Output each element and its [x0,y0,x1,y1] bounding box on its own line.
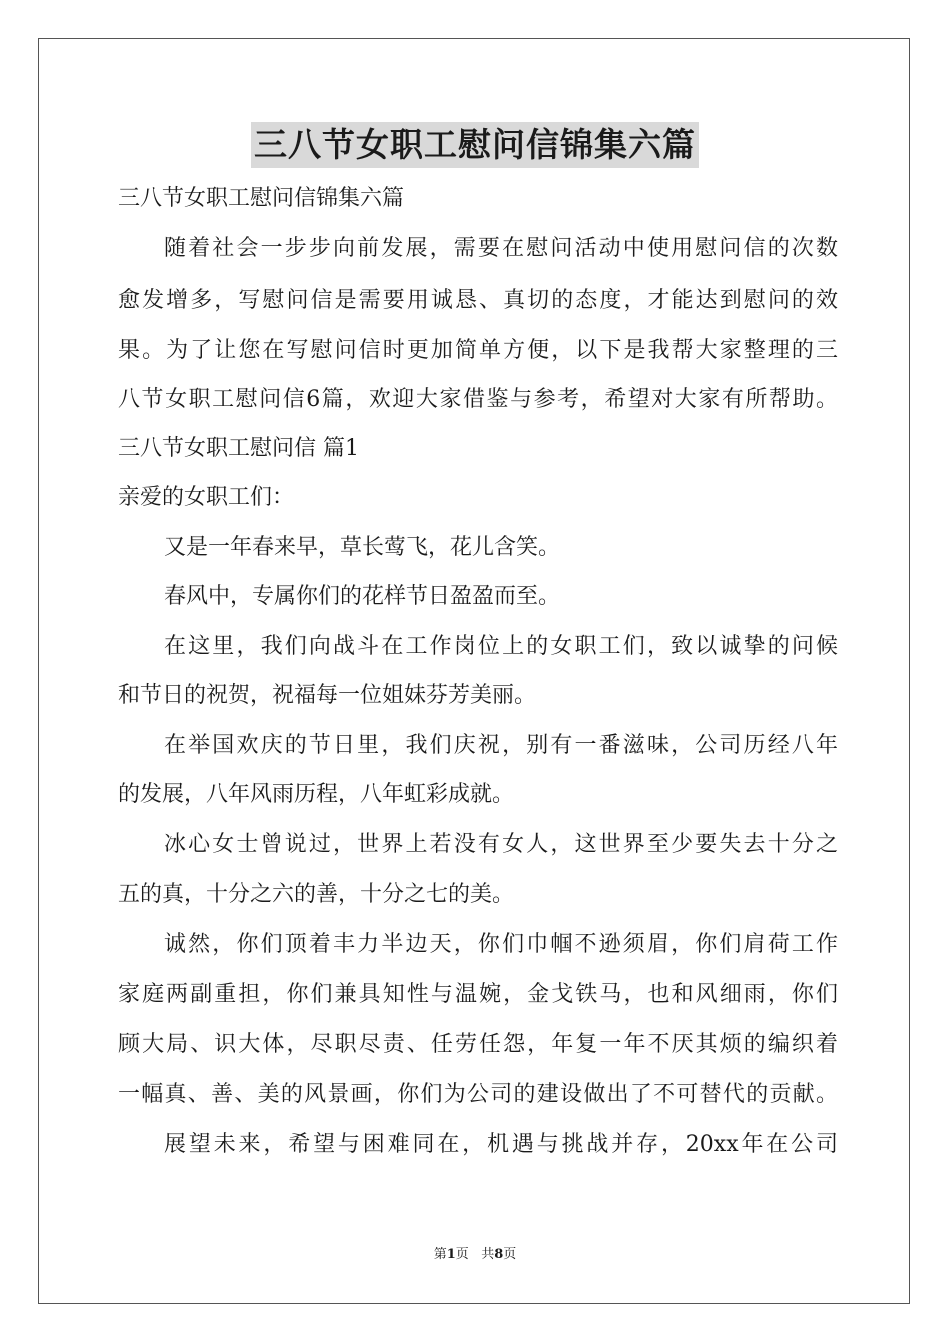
page-prefix: 第 [433,1247,447,1262]
paragraph-line: 五的真，十分之六的善，十分之七的美。 [118,882,515,907]
total-suffix: 页 [503,1247,517,1262]
paragraph-line: 在这里，我们向战斗在工作岗位上的女职工们，致以诚挚的问候 [164,634,838,659]
paragraph-line: 一幅真、善、美的风景画，你们为公司的建设做出了不可替代的贡献。 [118,1082,838,1107]
paragraph-line: 冰心女士曾说过，世界上若没有女人，这世界至少要失去十分之 [164,832,838,857]
paragraph-line: 在举国欢庆的节日里，我们庆祝，别有一番滋味，公司历经八年 [164,733,838,758]
paragraph-line: 家庭两副重担，你们兼具知性与温婉，金戈铁马，也和风细雨，你们 [118,982,838,1007]
subtitle-line: 三八节女职工慰问信锦集六篇 [118,186,405,211]
paragraph-line: 的发展，八年风雨历程，八年虹彩成就。 [118,782,515,807]
paragraph-line: 又是一年春来早，草长莺飞，花儿含笑。 [164,535,561,560]
page-suffix: 页 [455,1247,469,1262]
page-total: 8 [494,1247,504,1262]
page-footer [0,1246,950,1264]
document-title [0,122,950,172]
document-title-text: 三八节女职工慰问信锦集六篇 [251,122,699,168]
section-heading: 三八节女职工慰问信 篇1 [118,436,359,461]
paragraph-line: 展望未来，希望与困难同在，机遇与挑战并存，20xx年在公司 [164,1132,838,1157]
paragraph-line: 果。为了让您在写慰问信时更加简单方便，以下是我帮大家整理的三 [118,338,838,363]
paragraph-line: 和节日的祝贺，祝福每一位姐妹芬芳美丽。 [118,683,537,708]
salutation-line: 亲爱的女职工们： [118,485,295,510]
paragraph-line: 随着社会一步步向前发展，需要在慰问活动中使用慰问信的次数 [164,236,838,261]
paragraph-line: 愈发增多，写慰问信是需要用诚恳、真切的态度，才能达到慰问的效 [118,288,838,313]
page-current: 1 [446,1247,456,1262]
paragraph-line: 诚然，你们顶着丰力半边天，你们巾帼不逊须眉，你们肩荷工作 [164,932,838,957]
paragraph-line: 春风中，专属你们的花样节日盈盈而至。 [164,584,561,609]
paragraph-line: 顾大局、识大体，尽职尽责、任劳任怨，年复一年不厌其烦的编织着 [118,1032,838,1057]
paragraph-line: 八节女职工慰问信6篇，欢迎大家借鉴与参考，希望对大家有所帮助。 [118,387,838,412]
total-prefix: 共 [481,1247,495,1262]
page-border [38,38,910,1304]
